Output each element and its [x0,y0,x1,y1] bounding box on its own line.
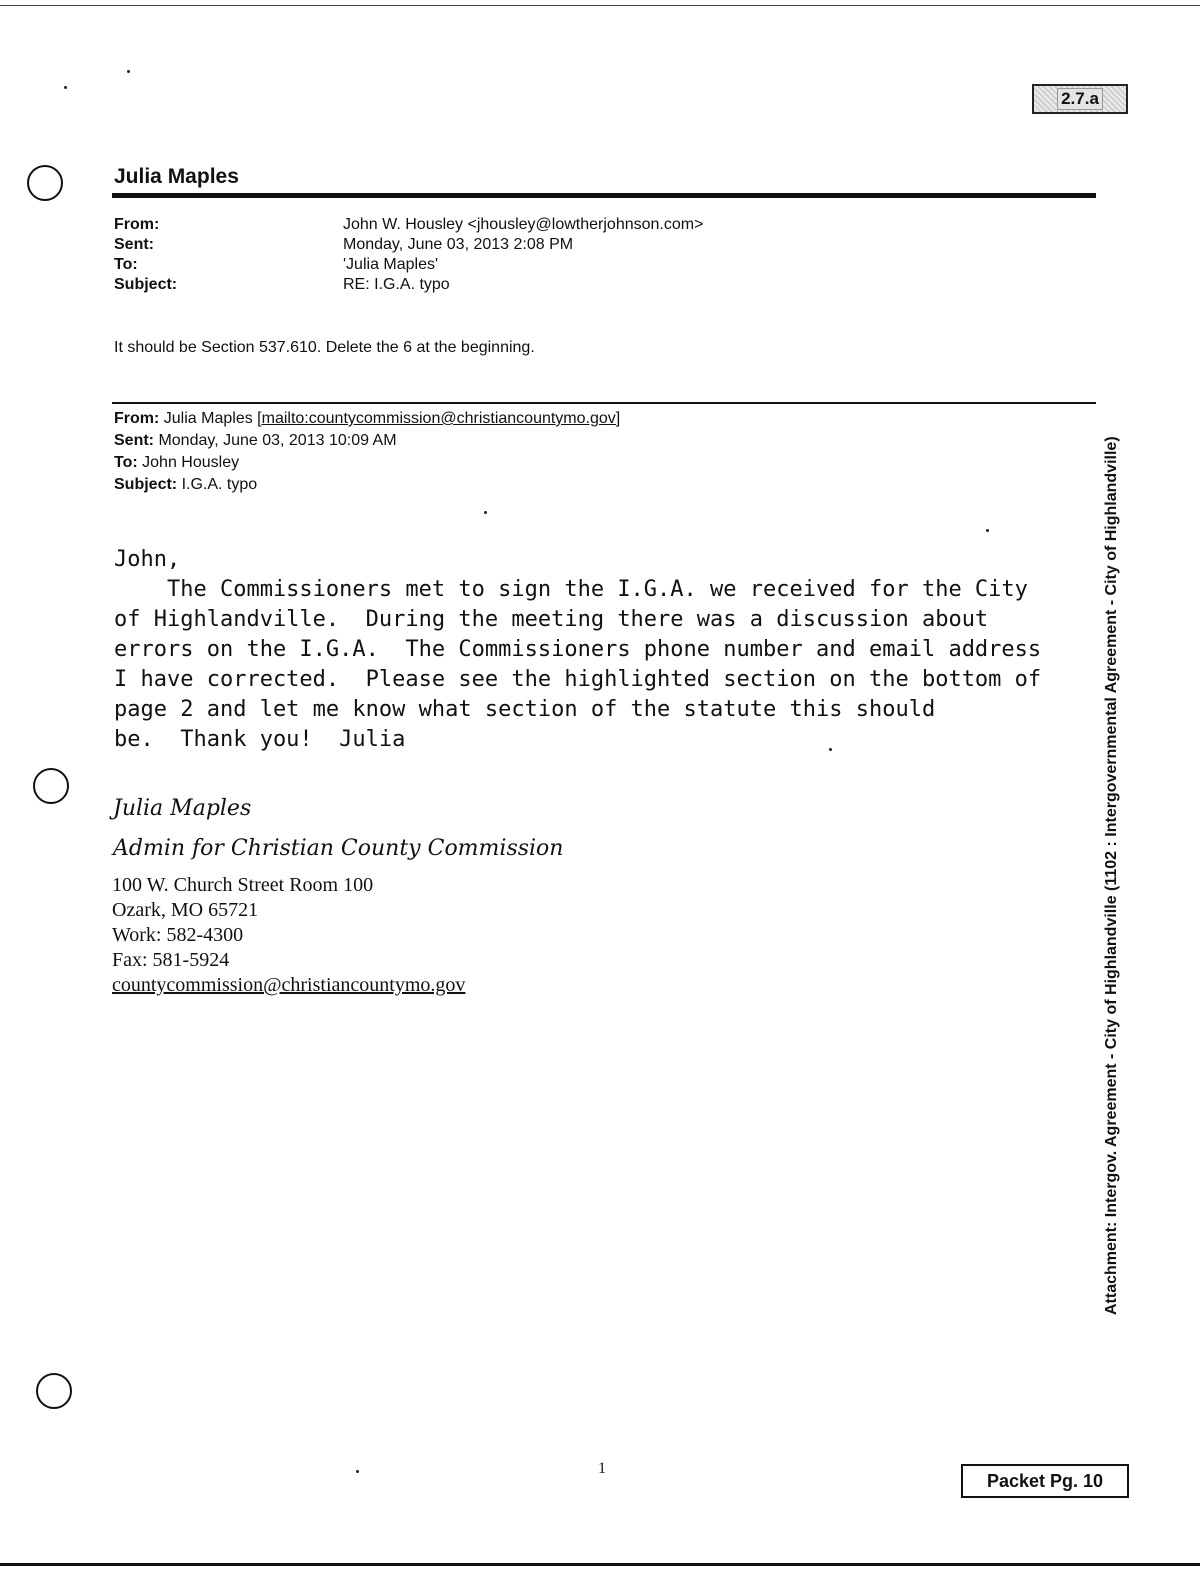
header-row-sent [114,235,703,255]
header-divider [112,193,1096,198]
message-line: errors on the I.G.A. The Commissioners phone number and email address [114,637,1042,662]
scan-speck [986,529,989,532]
signature-name: Julia Maples [113,796,252,821]
header-label: From: [114,216,160,233]
signature-contact-block [112,873,465,998]
header-value: John W. Housley <jhousley@lowtherjohnson.com> [343,216,704,233]
agenda-item-number: 2.7.a [1057,88,1103,110]
original-subject-value: I.G.A. typo [181,476,258,493]
address-line: Ozark, MO 65721 [112,899,259,921]
header-value: RE: I.G.A. typo [343,276,450,293]
original-to-label: To: [114,454,138,471]
original-from-label: From: [114,410,160,427]
header-row-to [114,255,703,275]
header-label: Subject: [114,276,178,293]
agenda-item-badge [1032,84,1128,114]
original-sent-label: Sent: [114,432,154,449]
header-row-from [114,215,703,235]
fax-number: Fax: 581-5924 [112,949,230,971]
mailbox-owner-name: Julia Maples [114,165,239,188]
original-message-body [114,545,1090,755]
page-number: 1 [598,1460,606,1477]
punch-hole [36,1373,72,1409]
signature-title: Admin for Christian County Commission [113,836,564,861]
message-line: be. Thank you! Julia [114,727,406,752]
bottom-scan-rule [0,1563,1200,1566]
header-label: Sent: [114,236,154,253]
original-to-row [114,452,620,474]
message-line: page 2 and let me know what section of the statute this should [114,697,936,722]
original-sent-row [114,430,620,452]
punch-hole [33,768,69,804]
packet-page-box: Packet Pg. 10 [961,1464,1129,1498]
original-sent-value: Monday, June 03, 2013 10:09 AM [158,432,397,449]
original-from-row [114,408,620,430]
original-subject-label: Subject: [114,476,178,493]
original-to-value: John Housley [142,454,240,471]
header-value: 'Julia Maples' [343,256,439,273]
scan-speck [484,511,487,514]
work-phone: Work: 582-4300 [112,924,244,946]
original-subject-row [114,474,620,496]
header-row-subject [114,275,703,295]
address-line: 100 W. Church Street Room 100 [112,874,374,896]
original-from-name: Julia Maples [163,410,253,427]
scan-speck [127,70,130,73]
scan-speck [64,86,67,89]
message-line: The Commissioners met to sign the I.G.A. we received for the City [114,577,1028,602]
mailto-link[interactable]: [mailto:countycommission@christiancountymo.gov] [257,410,621,427]
signature-email-link[interactable]: countycommission@christiancountymo.gov [112,974,466,996]
original-message-headers [114,408,620,496]
message-line: John, [114,547,181,572]
header-label: To: [114,256,138,273]
top-scan-rule [0,5,1200,6]
reply-headers [114,215,703,295]
message-line: of Highlandville. During the meeting there was a discussion about [114,607,989,632]
quoted-message-divider [112,402,1096,404]
reply-body-text: It should be Section 537.610. Delete the 6 at the beginning. [114,339,535,356]
header-value: Monday, June 03, 2013 2:08 PM [343,236,574,253]
punch-hole [27,165,63,201]
scan-speck [356,1470,359,1473]
message-line: I have corrected. Please see the highlighted section on the bottom of [114,667,1042,692]
attachment-side-label: Attachment: Intergov. Agreement - City of Highlandville (1102 : Intergovernmental Agreement - City of Highlandville) [1103,436,1120,1315]
